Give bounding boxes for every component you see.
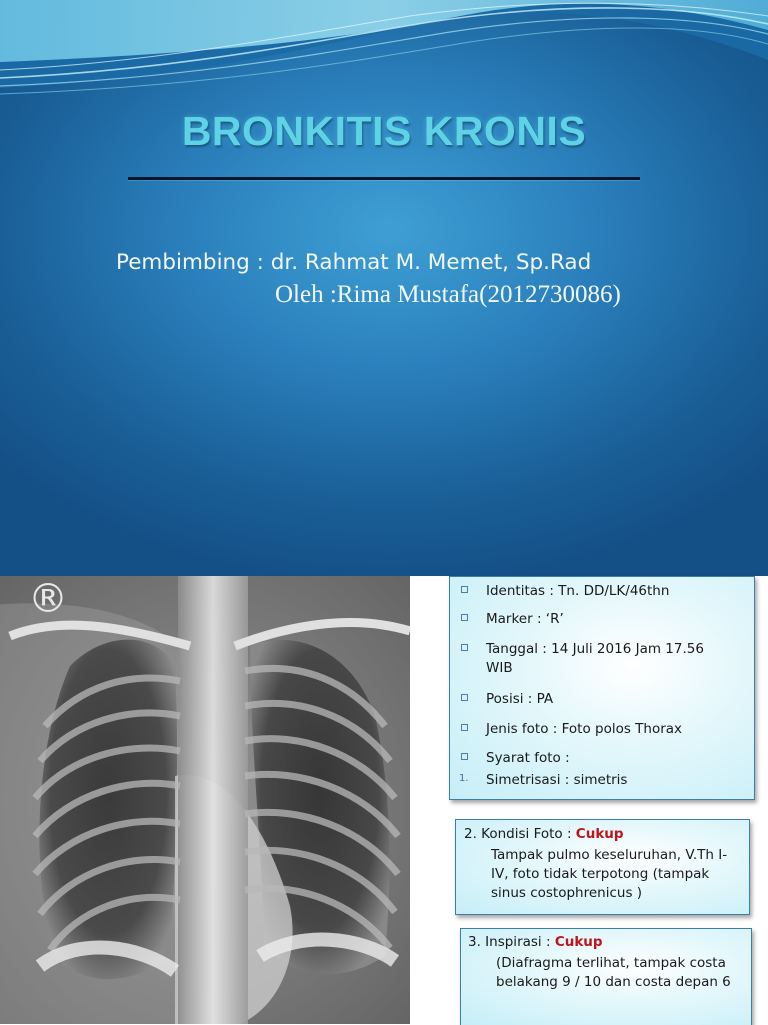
inspiration-notes-box (460, 928, 752, 1025)
identitas-text: Identitas : Tn. DD/LK/46thn (486, 583, 670, 599)
square-bullet-icon (461, 753, 468, 760)
condition-body: Tampak pulmo keseluruhan, V.Th I-IV, foto tidak terpotong (tampak sinus costophrenicus ) (491, 847, 728, 901)
condition-heading-label: 2. Kondisi Foto : (464, 826, 576, 842)
condition-heading (464, 825, 624, 844)
xray-marker-r: ® (28, 576, 68, 622)
posisi-text: Posisi : PA (486, 691, 554, 707)
square-bullet-icon (461, 644, 468, 651)
slide-title: BRONKITIS KRONIS (181, 108, 587, 154)
inspiration-heading (468, 933, 603, 952)
condition-notes-box (455, 819, 750, 915)
simetrisasi-text: Simetrisasi : simetris (486, 772, 628, 788)
title-divider (128, 177, 640, 180)
item-number: 1. (459, 773, 469, 784)
jenis-foto-text: Jenis foto : Foto polos Thorax (486, 721, 683, 737)
chest-xray-image (0, 576, 410, 1024)
inspiration-heading-label: 3. Inspirasi : (468, 934, 555, 950)
square-bullet-icon (461, 694, 468, 701)
square-bullet-icon (461, 724, 468, 731)
identity-notes-box (449, 576, 755, 800)
mentor-line: Pembimbing : dr. Rahmat M. Memet, Sp.Rad (116, 250, 592, 275)
author-line: Oleh :Rima Mustafa(2012730086) (275, 281, 621, 308)
inspiration-status: Cukup (554, 934, 603, 950)
square-bullet-icon (461, 586, 468, 593)
syarat-foto-text: Syarat foto : (486, 750, 570, 766)
wave-decoration (0, 0, 768, 100)
tanggal-text: Tanggal : 14 Juli 2016 Jam 17.56 WIB (486, 641, 704, 676)
inspiration-body: (Diafragma terlihat, tampak costa belakang 9 / 10 dan costa depan 6 (496, 955, 731, 990)
marker-text: Marker : ‘R’ (486, 611, 564, 627)
square-bullet-icon (461, 614, 468, 621)
condition-status: Cukup (575, 826, 624, 842)
